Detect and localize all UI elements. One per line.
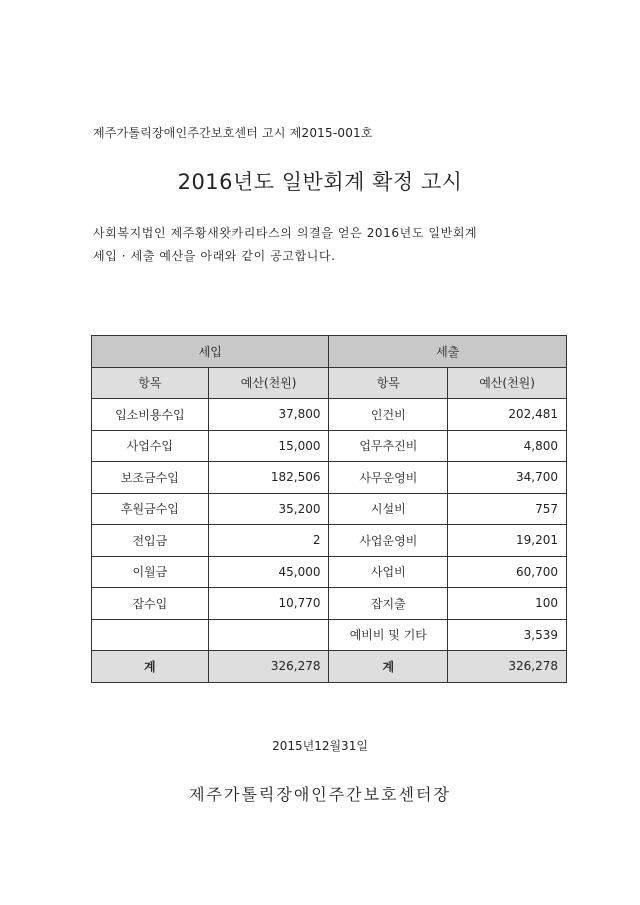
income-item: 전입금 (92, 525, 209, 557)
notice-body (93, 222, 563, 268)
notice-body-line: 세입 · 세출 예산을 아래와 같이 공고합니다. (93, 249, 336, 263)
table-row (92, 588, 567, 620)
notice-date: 2015년12월31일 (272, 739, 368, 753)
expense-amount: 757 (448, 493, 567, 525)
table-column-header-row (92, 367, 567, 399)
expense-item: 사무운영비 (329, 462, 448, 494)
income-amount: 2 (208, 525, 329, 557)
table-row (92, 462, 567, 494)
income-item: 보조금수입 (92, 462, 209, 494)
expense-item: 사업비 (329, 556, 448, 588)
expense-total-amount: 326,278 (448, 651, 567, 683)
income-amount: 45,000 (208, 556, 329, 588)
expense-amount: 4,800 (448, 430, 567, 462)
table-row (92, 556, 567, 588)
expense-item: 업무추진비 (329, 430, 448, 462)
expense-amount: 3,539 (448, 619, 567, 651)
notice-body-line: 사회복지법인 제주황새왓카리타스의 의결을 얻은 2016년도 일반회계 (93, 226, 478, 240)
page-title: 2016년도 일반회계 확정 고시 (177, 170, 463, 194)
expense-amount: 100 (448, 588, 567, 620)
expense-amount: 34,700 (448, 462, 567, 494)
expense-total-label: 계 (329, 651, 448, 683)
income-amount: 15,000 (208, 430, 329, 462)
income-amount: 10,770 (208, 588, 329, 620)
income-item (92, 619, 209, 651)
expense-budget-header: 예산(천원) (448, 367, 567, 399)
expense-amount: 60,700 (448, 556, 567, 588)
expense-item: 시설비 (329, 493, 448, 525)
table-row (92, 399, 567, 431)
expense-item-header: 항목 (329, 367, 448, 399)
organization-signature: 제주가톨릭장애인주간보호센터장 (189, 785, 451, 804)
income-amount: 35,200 (208, 493, 329, 525)
budget-table (91, 335, 567, 683)
income-item-header: 항목 (92, 367, 209, 399)
income-item: 사업수입 (92, 430, 209, 462)
expense-item: 인건비 (329, 399, 448, 431)
income-item: 이월금 (92, 556, 209, 588)
total-row (92, 651, 567, 683)
expense-item: 잡지출 (329, 588, 448, 620)
expense-amount: 202,481 (448, 399, 567, 431)
income-item: 잡수입 (92, 588, 209, 620)
income-item: 후원금수입 (92, 493, 209, 525)
income-item: 입소비용수입 (92, 399, 209, 431)
table-row (92, 493, 567, 525)
table-group-header-row (92, 336, 567, 368)
income-total-label: 계 (92, 651, 209, 683)
table-row (92, 525, 567, 557)
income-budget-header: 예산(천원) (208, 367, 329, 399)
table-row (92, 619, 567, 651)
income-amount: 182,506 (208, 462, 329, 494)
income-total-amount: 326,278 (208, 651, 329, 683)
document-number: 제주가톨릭장애인주간보호센터 고시 제2015-001호 (93, 126, 373, 140)
income-amount: 37,800 (208, 399, 329, 431)
expense-header: 세출 (329, 336, 567, 368)
income-amount (208, 619, 329, 651)
expense-item: 예비비 및 기타 (329, 619, 448, 651)
expense-amount: 19,201 (448, 525, 567, 557)
expense-item: 사업운영비 (329, 525, 448, 557)
table-row (92, 430, 567, 462)
income-header: 세입 (92, 336, 329, 368)
